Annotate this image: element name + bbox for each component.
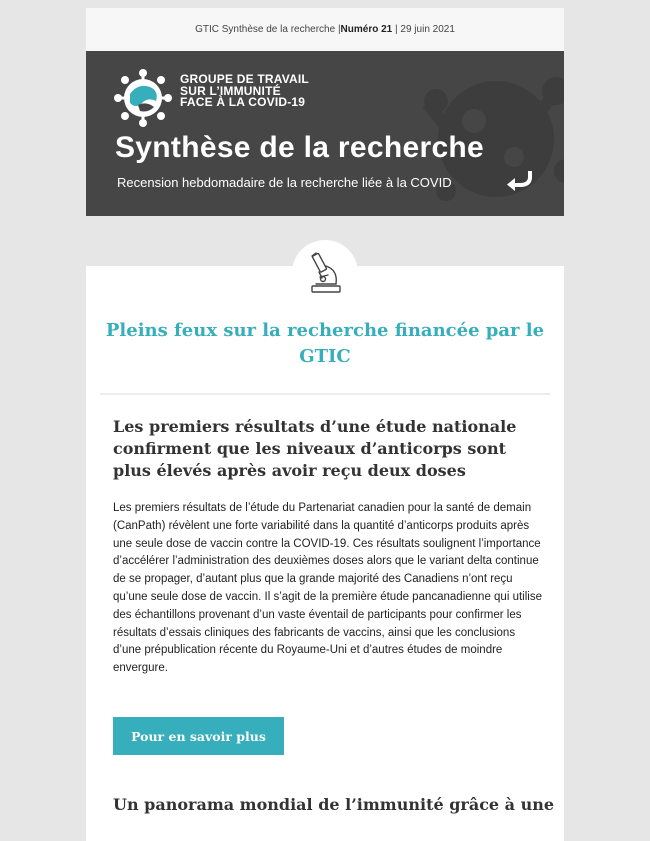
return-arrow-icon — [506, 169, 532, 191]
gtic-logo-icon — [112, 67, 174, 129]
issue-number: Numéro 21 — [340, 24, 393, 35]
article-title: Les premiers résultats d’une étude nationale confirment que les niveaux d’anticorps sont plus élevés après avoir reçu deux doses — [113, 417, 517, 480]
content-card — [86, 266, 564, 841]
issue-header — [86, 8, 564, 51]
article-body: Les premiers résultats de l’étude du Partenariat canadien pour la santé de demain (CanPath) révèlent une forte variabilité dans la quantité d’anticorps produits après une seule dose de vaccin contre la COVID-19. Ces résultats soulignent l’importance d’accélérer l’administration des deuxièmes doses alors que le variant delta continue de se propager, d’autant plus que la grande majorité des Canadiens n’ont reçu qu’une seule dose de vaccin. Il s’agit de la première étude pancanadienne qui utilise des échantillons provenant d’un vaste éventail de participants pour confirmer les résultats d’essais cliniques des fabricants de vaccins, ainsi que les conclusions d’une prépublication récente du Royaume-Uni et d’autres études de moindre envergure. — [113, 502, 542, 675]
section-title: Pleins feux sur la recherche financée par le GTIC — [105, 320, 545, 367]
article-title-2[interactable]: Un panorama mondial de l’immunité grâce à une — [113, 795, 555, 814]
header-separator: | — [395, 24, 398, 35]
read-more-button[interactable]: Pour en savoir plus — [113, 717, 284, 755]
org-line-1: GROUPE DE TRAVAIL — [180, 72, 309, 86]
org-line-2: SUR L’IMMUNITÉ — [180, 83, 281, 98]
microscope-icon — [306, 250, 344, 296]
org-line-3: FACE À LA COVID-19 — [180, 95, 306, 109]
series-label: GTIC Synthèse de la recherche | — [195, 24, 341, 35]
section-badge — [292, 240, 358, 306]
issue-date: 29 juin 2021 — [400, 24, 455, 35]
organization-name — [180, 74, 309, 109]
newsletter-subtitle: Recension hebdomadaire de la recherche liée à la COVID — [117, 175, 452, 190]
divider — [100, 393, 550, 395]
banner — [86, 51, 564, 216]
newsletter-title: Synthèse de la recherche — [115, 131, 485, 164]
